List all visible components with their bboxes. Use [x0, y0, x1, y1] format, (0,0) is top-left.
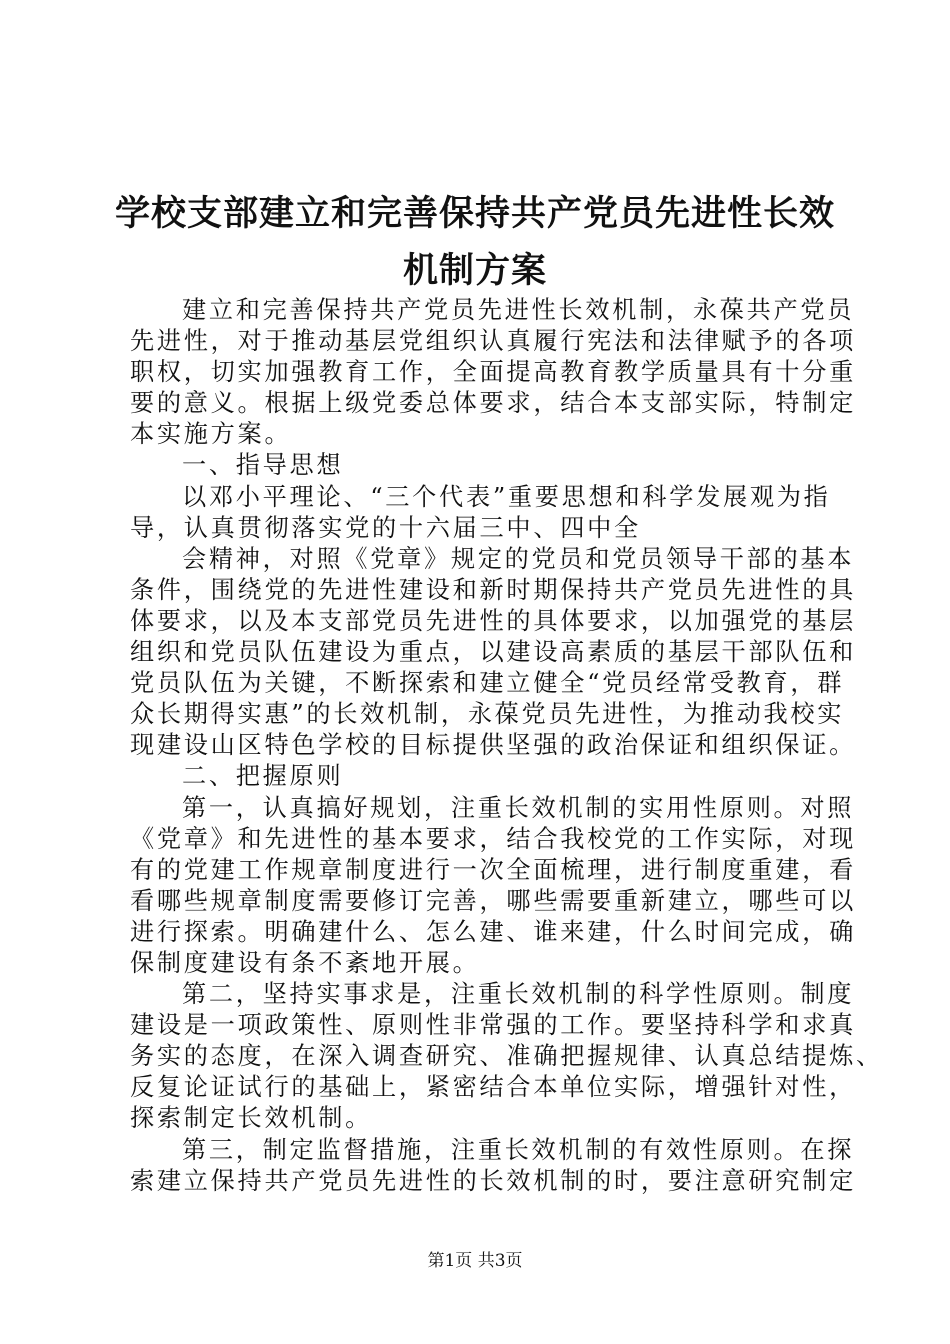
body-text-line: 组织和党员队伍建设为重点，以建设高素质的基层干部队伍和	[130, 638, 856, 667]
body-text-line: 先进性，对于推动基层党组织认真履行宪法和法律赋予的各项	[130, 327, 856, 356]
body-text-line: 第一，认真搞好规划，注重长效机制的实用性原则。对照	[182, 793, 855, 822]
body-text-line: 要的意义。根据上级党委总体要求，结合本支部实际，特制定	[130, 389, 856, 418]
body-text-line: 进行探索。明确建什么、怎么建、谁来建，什么时间完成，确	[130, 917, 856, 946]
body-text-line: 体要求，以及本支部党员先进性的具体要求，以加强党的基层	[130, 606, 856, 635]
body-text-line: 探索制定长效机制。	[130, 1104, 372, 1133]
body-text-line: 反复论证试行的基础上，紧密结合本单位实际，增强针对性，	[130, 1073, 856, 1102]
body-text-line: 建立和完善保持共产党员先进性长效机制，永葆共产党员	[182, 296, 855, 324]
body-text-line: 《党章》和先进性的基本要求，结合我校党的工作实际，对现	[130, 824, 856, 853]
body-text-line: 本实施方案。	[130, 420, 292, 449]
body-text-line: 第三，制定监督措施，注重长效机制的有效性原则。在探	[182, 1135, 855, 1164]
body-text-line: 保制度建设有条不紊地开展。	[130, 948, 480, 977]
body-text-line: 条件，围绕党的先进性建设和新时期保持共产党员先进性的具	[130, 575, 856, 604]
page-number-footer: 第1页 共3页	[427, 1251, 523, 1271]
document-title-line-1: 学校支部建立和完善保持共产党员先进性长效	[114, 193, 835, 234]
body-text-line: 一、指导思想	[182, 451, 344, 480]
body-text-line: 职权，切实加强教育工作，全面提高教育教学质量具有十分重	[130, 358, 856, 387]
body-text-line: 有的党建工作规章制度进行一次全面梳理，进行制度重建，看	[130, 855, 856, 884]
body-text-line: 第二，坚持实事求是，注重长效机制的科学性原则。制度	[182, 980, 855, 1009]
body-text-line: 会精神，对照《党章》规定的党员和党员领导干部的基本	[182, 544, 855, 573]
body-text-line: 导，认真贯彻落实党的十六届三中、四中全	[130, 513, 641, 542]
body-text-line: 二、把握原则	[182, 762, 344, 791]
body-text-line: 看哪些规章制度需要修订完善，哪些需要重新建立，哪些可以	[130, 886, 856, 915]
body-text-line: 建设是一项政策性、原则性非常强的工作。要坚持科学和求真	[130, 1011, 856, 1040]
body-text-line: 以邓小平理论、“三个代表”重要思想和科学发展观为指	[182, 482, 831, 511]
body-text-line: 务实的态度，在深入调查研究、准确把握规律、认真总结提炼、	[130, 1042, 883, 1071]
body-text-line: 现建设山区特色学校的目标提供坚强的政治保证和组织保证。	[130, 731, 856, 760]
body-text-line: 党员队伍为关键，不断探索和建立健全“党员经常受教育，群	[130, 669, 845, 698]
document-title-line-2: 机制方案	[402, 250, 547, 291]
document-body	[130, 295, 883, 1197]
body-text-line: 众长期得实惠”的长效机制，永葆党员先进性，为推动我校实	[130, 700, 845, 729]
body-text-line: 索建立保持共产党员先进性的长效机制的时，要注意研究制定	[130, 1166, 856, 1195]
